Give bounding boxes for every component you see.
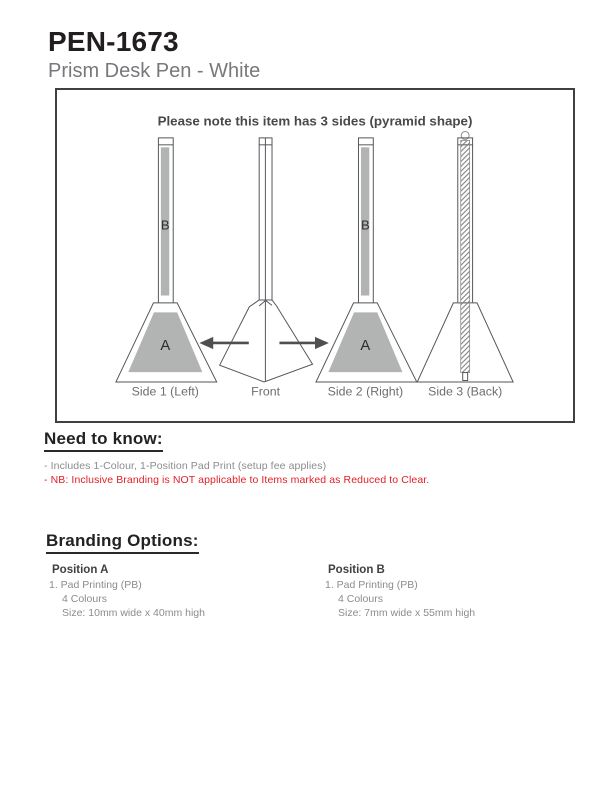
pen-views-diagram (57, 90, 573, 421)
view-caption-side2: Side 2 (Right) (327, 384, 404, 399)
view-caption-side3: Side 3 (Back) (428, 384, 503, 399)
branding-columns (46, 563, 576, 643)
branding-area-b-label: B (361, 217, 370, 233)
need-to-know-section (44, 429, 574, 487)
position-b-title: Position B (328, 564, 385, 576)
position-a-size: Size: 10mm wide x 40mm high (62, 607, 205, 619)
product-sku: PEN-1673 (48, 26, 179, 57)
view-caption-front: Front (251, 384, 281, 399)
need-to-know-warning: - NB: Inclusive Branding is NOT applicable to Items marked as Reduced to Clear. (44, 474, 430, 486)
branding-position-b (325, 563, 475, 620)
pen-view-front (220, 138, 313, 398)
branding-area-a-label: A (360, 337, 371, 354)
pen-view-side1 (116, 138, 217, 398)
branding-area-b-label: B (161, 217, 170, 233)
position-b-method: 1. Pad Printing (PB) (325, 579, 418, 591)
need-to-know-heading: Need to know: (44, 429, 163, 452)
position-b-colours: 4 Colours (338, 593, 383, 605)
pen-view-side2 (316, 138, 417, 398)
product-name: Prism Desk Pen - White (48, 60, 261, 82)
need-to-know-lines (44, 459, 574, 487)
position-a-method: 1. Pad Printing (PB) (49, 579, 142, 591)
position-a-colours: 4 Colours (62, 593, 107, 605)
view-caption-side1: Side 1 (Left) (131, 384, 199, 399)
product-diagram-box (55, 88, 575, 423)
branding-position-a (49, 563, 205, 620)
branding-area-a-label: A (160, 337, 171, 354)
branding-options-heading: Branding Options: (46, 531, 199, 554)
need-to-know-line: - Includes 1-Colour, 1-Position Pad Print (setup fee applies) (44, 460, 327, 472)
branding-options-section (46, 531, 576, 643)
diagram-note: Please note this item has 3 sides (pyramid shape) (157, 113, 473, 129)
position-b-size: Size: 7mm wide x 55mm high (338, 607, 476, 619)
title-block (48, 27, 260, 83)
position-a-title: Position A (52, 564, 109, 576)
pen-view-back (417, 131, 513, 398)
